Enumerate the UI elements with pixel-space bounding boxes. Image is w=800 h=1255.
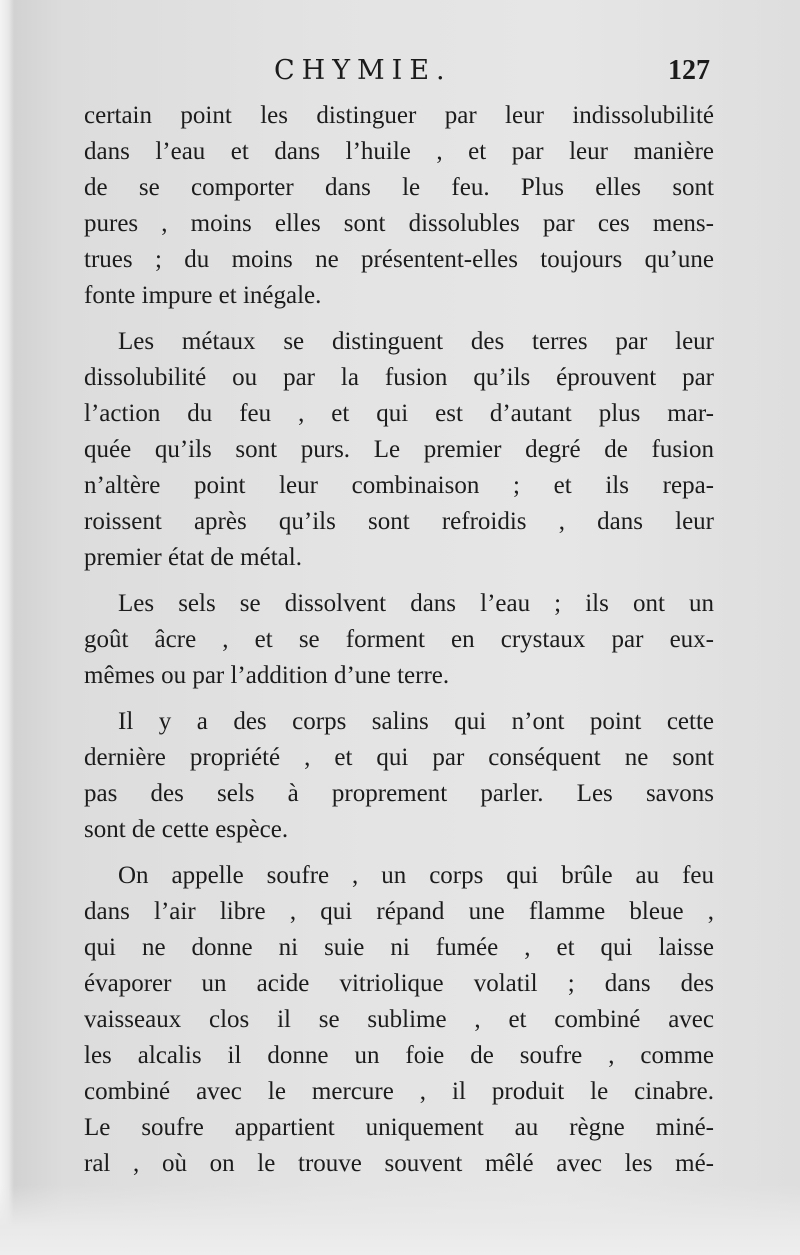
paragraph-2 [84, 324, 714, 576]
text-line: combiné avec le mercure , il produit le cinabre. [84, 1078, 714, 1105]
page-header [84, 55, 714, 95]
text-line: dans l’eau et dans l’huile , et par leur manière [84, 138, 714, 165]
text-line: premier état de métal. [84, 544, 302, 571]
text-line: fonte impure et inégale. [84, 282, 322, 309]
body-text [84, 98, 714, 1182]
text-line: dernière propriété , et qui par conséquent ne sont [84, 744, 714, 771]
running-title: CHYMIE. [274, 55, 452, 86]
text-line: certain point les distinguer par leur indissolubilité [84, 102, 714, 129]
text-line: sont de cette espèce. [84, 816, 289, 843]
text-line: trues ; du moins ne présentent-elles toujours qu’une [84, 246, 714, 273]
text-line: l’action du feu , et qui est d’autant plus mar- [84, 400, 714, 427]
text-line: goût âcre , et se forment en crystaux par eux- [84, 626, 714, 653]
text-line: dissolubilité ou par la fusion qu’ils éprouvent par [84, 364, 714, 391]
text-line: pas des sels à proprement parler. Les savons [84, 780, 714, 807]
text-line: de se comporter dans le feu. Plus elles sont [84, 174, 714, 201]
page-edge-bottom [0, 1185, 800, 1255]
text-line: ral , où on le trouve souvent mêlé avec les mé- [84, 1150, 714, 1177]
paragraph-5 [84, 858, 714, 1182]
text-line: dans l’air libre , qui répand une flamme bleue , [84, 898, 714, 925]
text-line: qui ne donne ni suie ni fumée , et qui laisse [84, 934, 714, 961]
page-edge-left [0, 0, 14, 1255]
paragraph-4 [84, 704, 714, 848]
text-line: n’altère point leur combinaison ; et ils repa- [84, 472, 714, 499]
text-line: les alcalis il donne un foie de soufre , comme [84, 1042, 714, 1069]
paragraph-3 [84, 586, 714, 694]
text-line: On appelle soufre , un corps qui brûle au feu [118, 862, 714, 889]
text-line: Les métaux se distinguent des terres par leur [118, 328, 714, 355]
text-line: Le soufre appartient uniquement au règne miné- [84, 1114, 714, 1141]
text-line: vaisseaux clos il se sublime , et combiné avec [84, 1006, 714, 1033]
text-line: Il y a des corps salins qui n’ont point cette [118, 708, 714, 735]
text-line: Les sels se dissolvent dans l’eau ; ils ont un [118, 590, 714, 617]
page-number: 127 [668, 55, 710, 86]
text-line: évaporer un acide vitriolique volatil ; dans des [84, 970, 714, 997]
paragraph-1 [84, 98, 714, 314]
text-line: roissent après qu’ils sont refroidis , dans leur [84, 508, 714, 535]
text-line: quée qu’ils sont purs. Le premier degré de fusion [84, 436, 714, 463]
text-line: mêmes ou par l’addition d’une terre. [84, 662, 450, 689]
text-line: pures , moins elles sont dissolubles par ces mens- [84, 210, 714, 237]
